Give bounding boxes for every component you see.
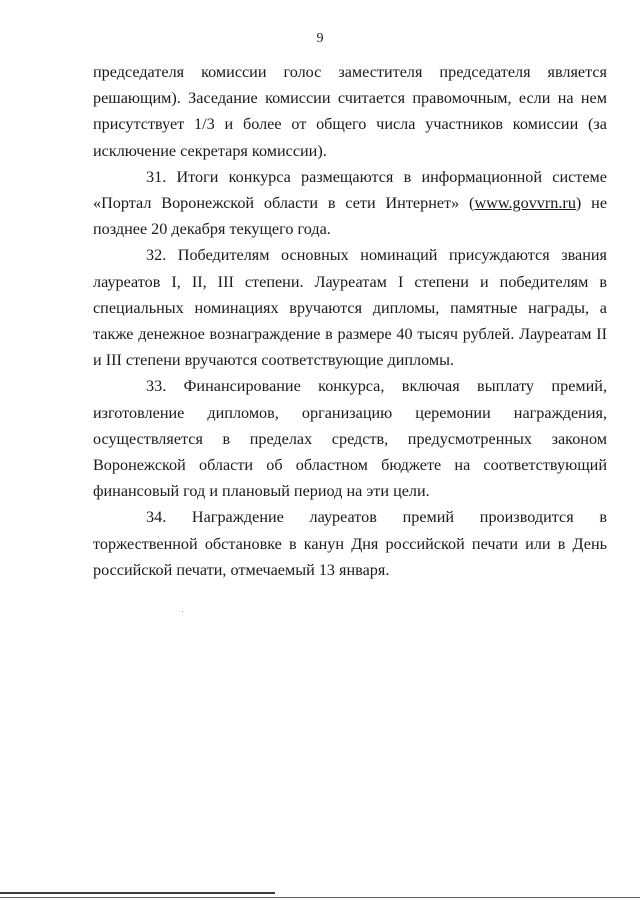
- portal-link[interactable]: www.govvrn.ru: [474, 194, 576, 213]
- paragraph-32: 32. Победителям основных номинаций присуждаются звания лауреатов I, II, III степени. Лауреатам I степени и победителям в специальных номинациях вручаются дипломы, памятные награды, а также денежное вознаграждение в размере 40 тысяч рублей. Лауреатам II и III степени вручаются соответствующие дипломы.: [93, 246, 607, 370]
- paragraph-continuation: председателя комиссии голос заместителя председателя является решающим). Заседание комиссии считается правомочным, если на нем присутствует 1/3 и более от общего числа участников комиссии (за исключение секретаря комиссии).: [93, 63, 607, 160]
- scan-artifact-dot: [182, 611, 183, 612]
- paragraph-31: [93, 164, 607, 243]
- paragraph-33: 33. Финансирование конкурса, включая выплату премий, изготовление дипломов, организацию церемонии награждения, осуществляется в пределах средств, предусмотренных законом Воронежской области об областном бюджете на соответствующий финансовый год и плановый период на эти цели.: [93, 377, 607, 501]
- paragraph-34: 34. Награждение лауреатов премий производится в торжественной обстановке в канун Дня российской печати или в День российской печати, отмечаемый 13 января.: [93, 508, 607, 579]
- document-body: [93, 59, 607, 583]
- paragraph-31-text-start: 31. Итоги конкурса размещаются в информационной системе «Портал Воронежской области в сети Интернет» (: [93, 167, 607, 213]
- page-number: 9: [316, 31, 324, 46]
- scan-bottom-edge: [0, 897, 640, 898]
- scan-edge-line: [0, 892, 275, 894]
- paragraph-31-text-end: ) не позднее 20 декабря текущего года.: [93, 194, 607, 239]
